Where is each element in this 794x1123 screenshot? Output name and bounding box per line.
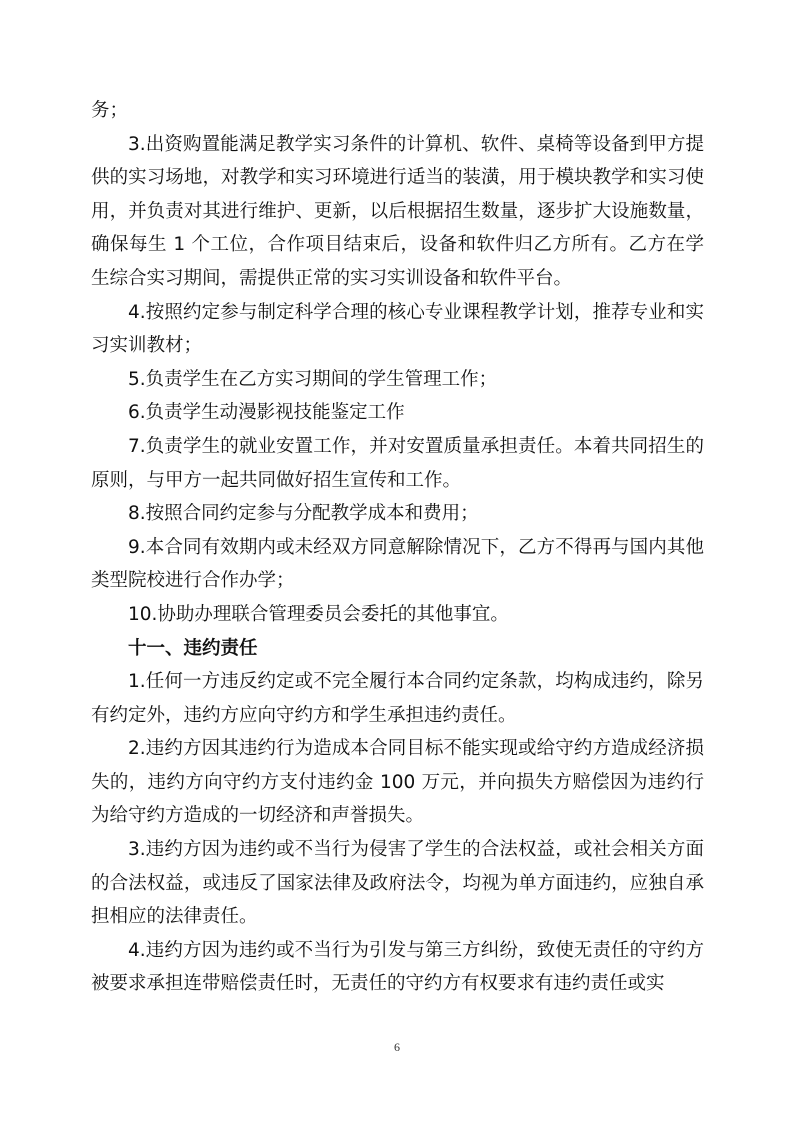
paragraph-item-7: 7.负责学生的就业安置工作，并对安置质量承担责任。本着共同招生的原则，与甲方一起共同做好招生宣传和工作。 (91, 435, 704, 491)
paragraph-breach-4: 4.违约方因为违约或不当行为引发与第三方纠纷，致使无责任的守约方被要求承担连带赔偿责任时，无责任的守约方有权要求有违约责任或实 (91, 939, 704, 995)
paragraph-item-6: 6.负责学生动漫影视技能鉴定工作 (128, 402, 405, 424)
document-body (91, 94, 704, 1001)
paragraph-breach-2: 2.违约方因其违约行为造成本合同目标不能实现或给守约方造成经济损失的，违约方向守约方支付违约金 100 万元，并向损失方赔偿因为违约行为给守约方造成的一切经济和声誉损失。 (91, 738, 704, 827)
paragraph-item-5: 5.负责学生在乙方实习期间的学生管理工作； (128, 368, 498, 390)
section-heading-breach-liability: 十一、违约责任 (128, 637, 258, 659)
paragraph-continued: 务； (91, 100, 129, 121)
paragraph-item-10: 10.协助办理联合管理委员会委托的其他事宜。 (128, 603, 509, 625)
paragraph-item-8: 8.按照合同约定参与分配教学成本和费用； (128, 503, 479, 525)
paragraph-breach-1: 1.任何一方违反约定或不完全履行本合同约定条款，均构成违约，除另有约定外，违约方应向守约方和学生承担违约责任。 (91, 671, 704, 726)
paragraph-item-3: 3.出资购置能满足教学实习条件的计算机、软件、桌椅等设备到甲方提供的实习场地，对教学和实习环境进行适当的装潢，用于模块教学和实习使用，并负责对其进行维护、更新，以后根据招生数量，逐步扩大设施数量，确保每生 1 个工位，合作项目结束后，设备和软件归乙方所有。乙方在学生综合实习期间，需提供正常的实习实训设备和软件平台。 (91, 133, 704, 289)
page-number: 6 (394, 1040, 400, 1054)
paragraph-item-4: 4.按照约定参与制定科学合理的核心专业课程教学计划，推荐专业和实习实训教材； (91, 301, 704, 357)
paragraph-breach-3: 3.违约方因为违约或不当行为侵害了学生的合法权益，或社会相关方面的合法权益，或违反了国家法律及政府法令，均视为单方面违约，应独自承担相应的法律责任。 (91, 839, 704, 928)
paragraph-item-9: 9.本合同有效期内或未经双方同意解除情况下，乙方不得再与国内其他类型院校进行合作办学； (91, 536, 704, 592)
